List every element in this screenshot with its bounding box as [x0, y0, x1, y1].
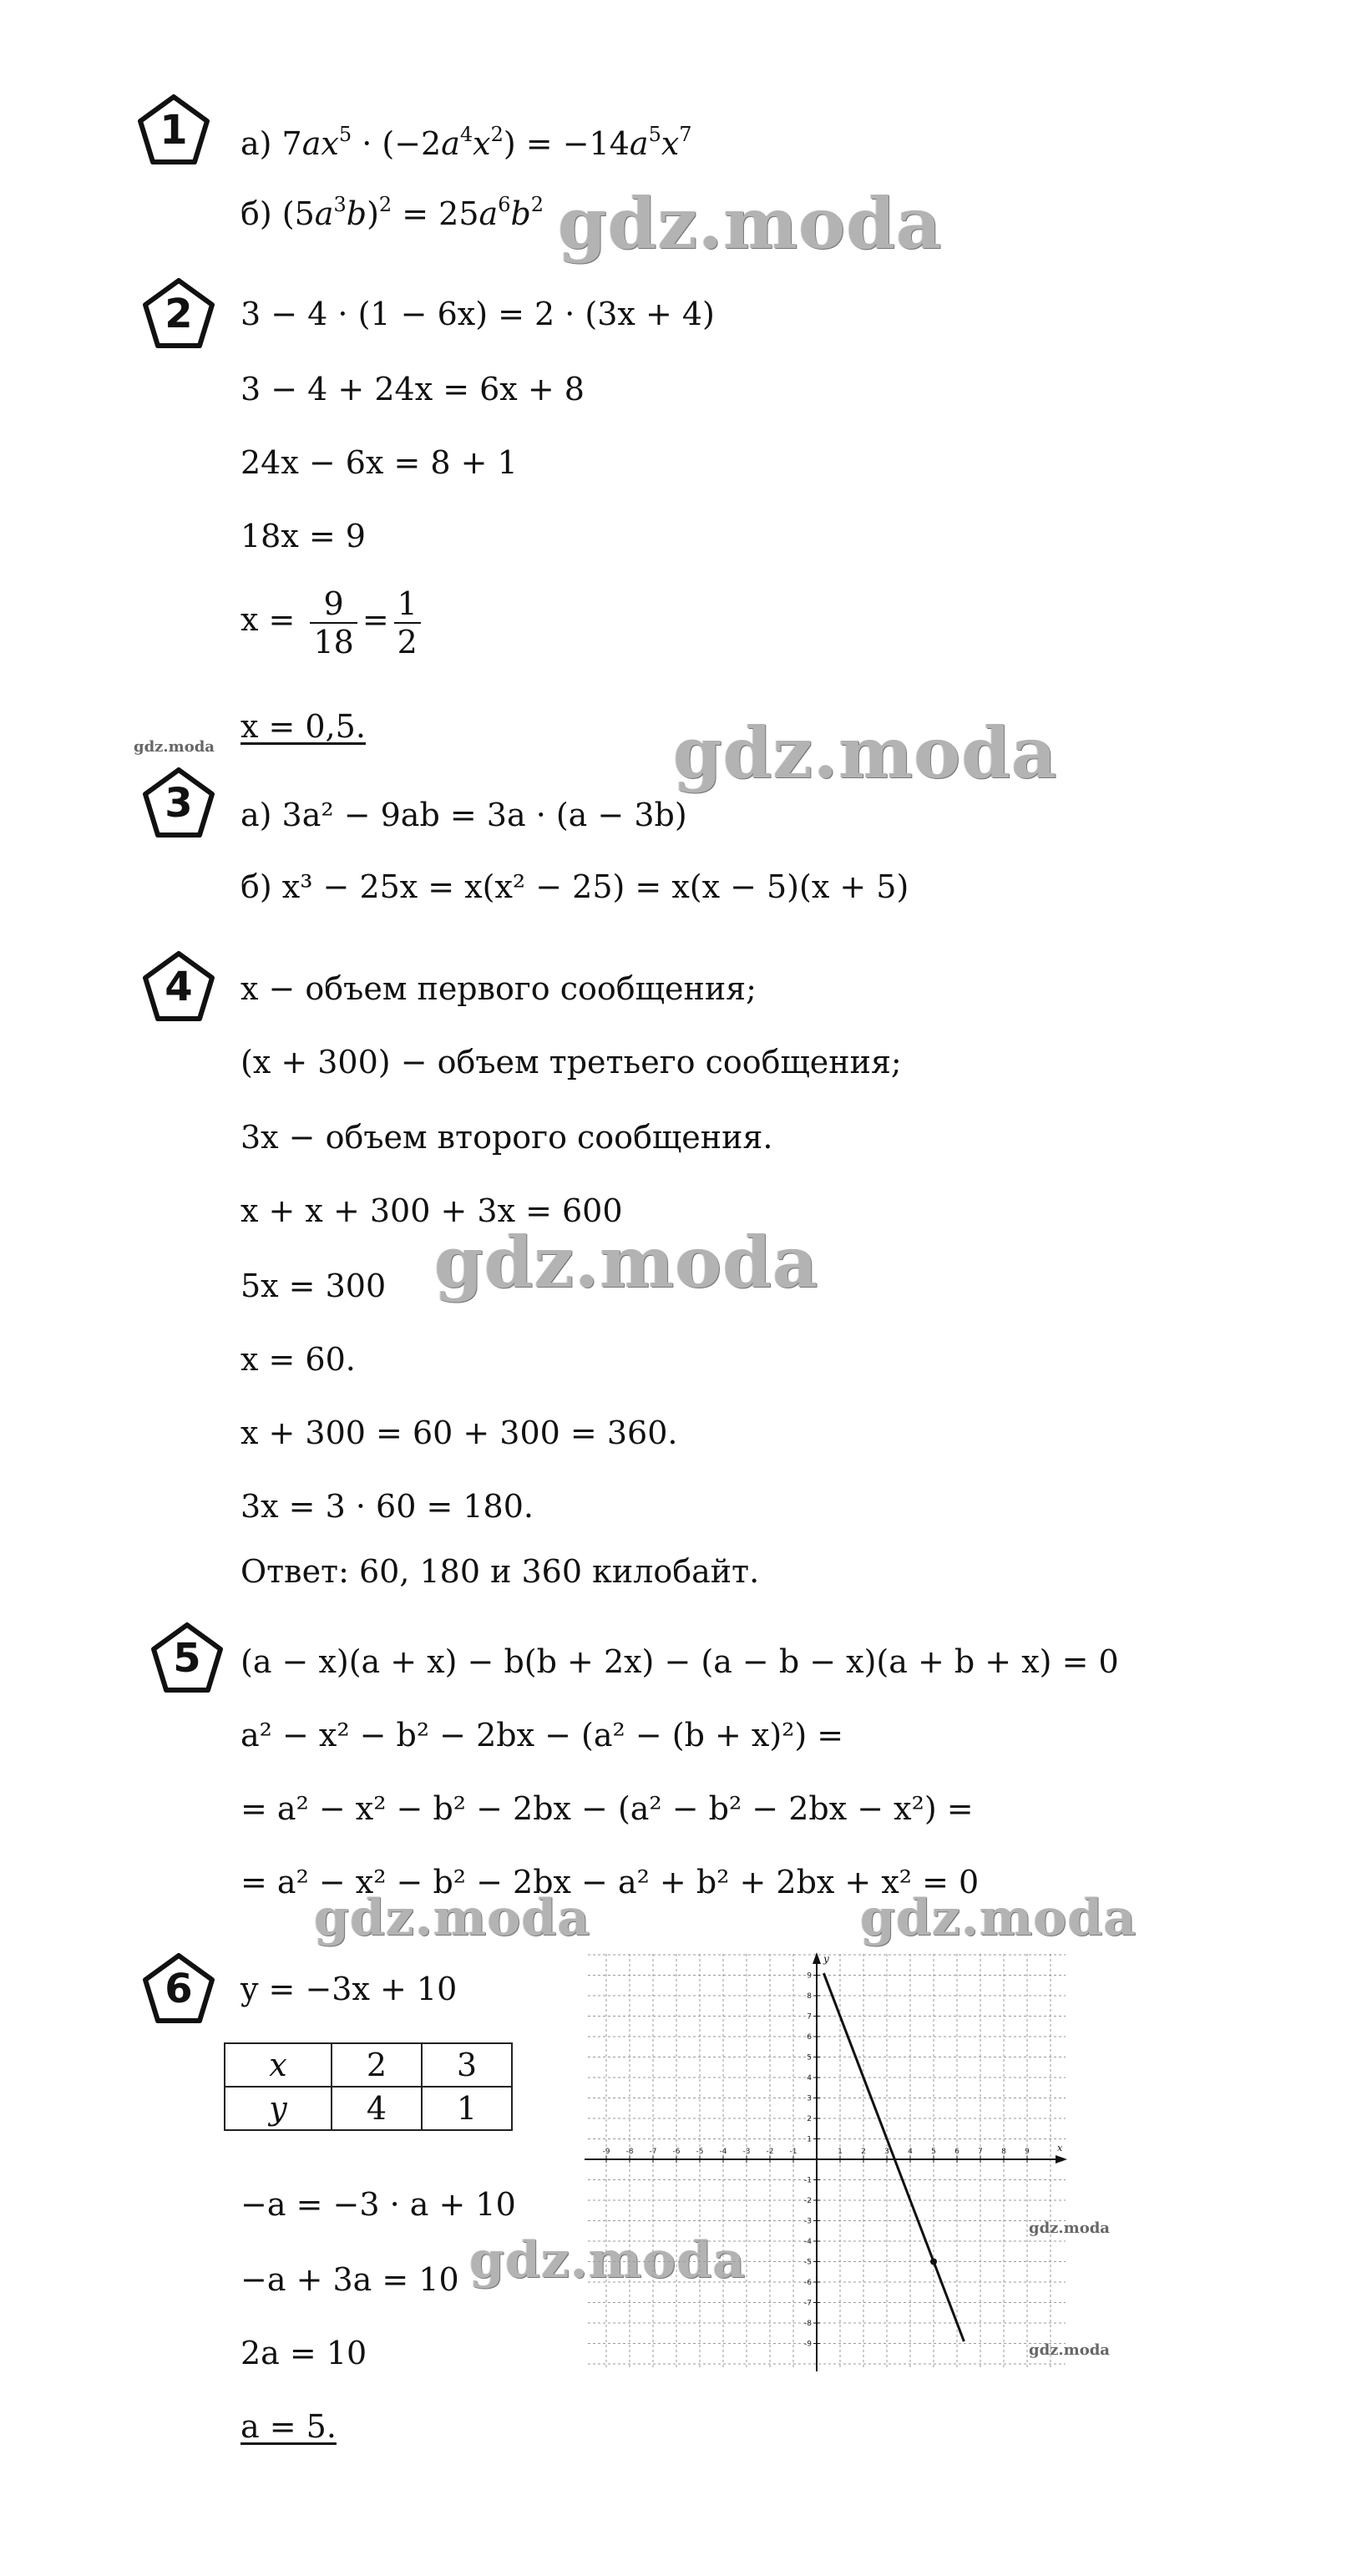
y-tick-label: -3: [804, 2217, 812, 2226]
task4-line: x + x + 300 + 3x = 600: [241, 1192, 623, 1229]
task-number: 3: [165, 780, 193, 827]
y-axis-label: y: [823, 1953, 829, 1965]
x-tick-label: -1: [789, 2148, 797, 2156]
y-tick-label: 9: [807, 1971, 812, 1981]
x-tick-label: 5: [931, 2148, 936, 2156]
task3-line-b: б) x³ − 25x = x(x² − 25) = x(x − 5)(x + 5): [241, 868, 909, 905]
table-header-cell: y: [225, 2087, 332, 2130]
x-tick-label: -9: [602, 2148, 610, 2156]
task4-line: x + 300 = 60 + 300 = 360.: [241, 1415, 678, 1451]
task-number: 6: [165, 1966, 193, 2012]
y-tick-label: 8: [807, 1992, 812, 2001]
x-tick-label: 7: [978, 2148, 983, 2156]
x-tick-label: 6: [954, 2148, 959, 2156]
y-tick-label: -7: [804, 2299, 812, 2308]
graph-svg: [585, 1951, 1069, 2371]
watermark-small: gdz.moda: [134, 738, 215, 756]
task-number-badge: [140, 949, 217, 1025]
y-tick-label: 1: [807, 2135, 812, 2144]
task2-fraction-line: x = $\frac{9}{18}$ = $\frac{1}{2}$: [241, 581, 426, 660]
task5-line: a² − x² − b² − 2bx − (a² − (b + x)²) =: [241, 1717, 844, 1754]
task2-answer: x = 0,5.: [241, 708, 366, 745]
x-tick-label: 3: [884, 2148, 889, 2156]
table-cell: 2: [332, 2043, 422, 2087]
task1-line-a: а) $7ax^5 \cdot (-2a^4x^2) = -14a^5x^7$: [241, 123, 692, 162]
task1-line-b: б) $(5a^3b)^2 = 25a^6b^2$: [241, 193, 544, 232]
table-row: [225, 2043, 512, 2087]
x-tick-label: 2: [861, 2148, 866, 2156]
x-tick-label: 1: [838, 2148, 843, 2156]
task-number-badge: [140, 276, 217, 352]
x-tick-label: -7: [649, 2148, 657, 2156]
task3-line-a: а) 3a² − 9ab = 3a · (a − 3b): [241, 797, 687, 833]
table-header-cell: x: [225, 2043, 332, 2087]
y-tick-label: 6: [807, 2033, 812, 2042]
watermark: gdz.moda: [314, 1889, 591, 1947]
x-axis-label: x: [1057, 2143, 1063, 2153]
x-tick-label: 4: [908, 2148, 913, 2156]
y-tick-label: 7: [807, 2012, 812, 2022]
values-table: [224, 2042, 513, 2131]
y-tick-label: 5: [807, 2053, 812, 2062]
x-tick-label: -2: [766, 2148, 774, 2156]
task4-line: (x + 300) − объем третьего сообщения;: [241, 1044, 902, 1081]
task6-answer: a = 5.: [241, 2408, 337, 2445]
watermark: gdz.moda: [673, 711, 1058, 794]
watermark: gdz.moda: [860, 1889, 1137, 1947]
task5-line: (a − x)(a + x) − b(b + 2x) − (a − b − x)(a + b + x) = 0: [241, 1643, 1119, 1680]
task6-line: 2a = 10: [241, 2335, 367, 2371]
y-tick-label: -6: [804, 2279, 812, 2287]
task4-line: 5x = 300: [241, 1268, 387, 1304]
x-tick-label: -8: [625, 2148, 634, 2156]
watermark-small: gdz.moda: [1029, 2219, 1110, 2237]
task4-line: x = 60.: [241, 1341, 356, 1378]
task-number-badge: [140, 765, 217, 842]
task-number: 4: [165, 964, 193, 1010]
table-cell: 4: [332, 2087, 422, 2130]
x-tick-label: -4: [719, 2148, 727, 2156]
task5-line: = a² − x² − b² − 2bx − a² + b² + 2bx + x² = 0: [241, 1864, 980, 1900]
y-tick-label: 4: [807, 2074, 812, 2083]
task-number: 1: [159, 107, 188, 154]
task5-line: = a² − x² − b² − 2bx − (a² − b² − 2bx − x²) =: [241, 1790, 974, 1827]
x-tick-label: -5: [696, 2148, 704, 2156]
table-cell: 1: [422, 2087, 512, 2130]
task6-line: −a + 3a = 10: [241, 2261, 459, 2298]
fraction: $\frac{1}{2}$: [394, 585, 421, 660]
x-tick-label: -3: [742, 2148, 751, 2156]
y-tick-label: -5: [804, 2258, 812, 2267]
y-tick-label: -9: [804, 2340, 812, 2349]
watermark: gdz.moda: [469, 2231, 747, 2290]
task4-line: x − объем первого сообщения;: [241, 970, 757, 1007]
table-cell: 3: [422, 2043, 512, 2087]
fraction: $\frac{9}{18}$: [310, 585, 357, 660]
y-tick-label: 3: [807, 2094, 812, 2103]
x-axis-arrow: [1056, 2155, 1067, 2164]
task6-line: −a = −3 · a + 10: [241, 2186, 516, 2223]
watermark: gdz.moda: [434, 1221, 819, 1303]
task-number-badge: [149, 1620, 225, 1697]
watermark: gdz.moda: [558, 182, 943, 265]
task2-line: 3 − 4 + 24x = 6x + 8: [241, 371, 585, 407]
y-tick-label: -8: [804, 2320, 812, 2328]
task2-line: 3 − 4 · (1 − 6x) = 2 · (3x + 4): [241, 296, 715, 332]
task4-answer: Ответ: 60, 180 и 360 килобайт.: [241, 1553, 760, 1590]
line-graph: [585, 1951, 1069, 2371]
graph-line: [823, 1973, 964, 2341]
x-tick-label: 9: [1025, 2148, 1030, 2156]
task2-line: 24x − 6x = 8 + 1: [241, 444, 518, 481]
y-tick-label: -2: [804, 2197, 812, 2205]
y-tick-label: -4: [804, 2238, 812, 2246]
x-tick-label: -6: [672, 2148, 681, 2156]
task-number-badge: [135, 92, 212, 169]
task-number: 2: [165, 291, 193, 337]
y-axis-arrow: [813, 1952, 821, 1964]
watermark-small: gdz.moda: [1029, 2341, 1110, 2359]
graph-point: [930, 2259, 937, 2265]
x-tick-label: 8: [1001, 2148, 1006, 2156]
task2-line: 18x = 9: [241, 518, 366, 554]
task-number: 5: [173, 1635, 201, 1682]
task4-line: 3x = 3 · 60 = 180.: [241, 1488, 534, 1525]
table-row: [225, 2087, 512, 2130]
y-tick-label: 2: [807, 2115, 812, 2123]
task-number-badge: [140, 1951, 217, 2027]
task4-line: 3x − объем второго сообщения.: [241, 1119, 773, 1156]
y-tick-label: -1: [804, 2176, 812, 2185]
task6-equation: y = −3x + 10: [241, 1971, 458, 2007]
